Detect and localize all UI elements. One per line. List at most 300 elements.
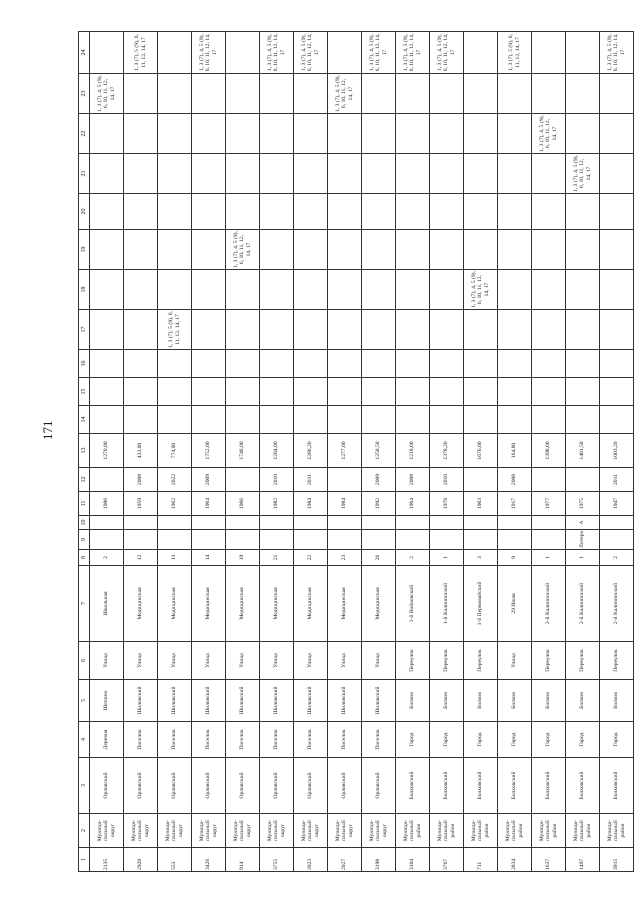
cell-20 (464, 194, 498, 230)
cell-18: 1, 3 (7), 4, 5 (9), 6, 10, 11, 12, 14, 17 (464, 270, 498, 310)
street-type: Улица (260, 642, 294, 680)
municipality-name: Болховский (532, 758, 566, 814)
liter-value (362, 516, 396, 530)
cell-15 (328, 378, 362, 406)
cell-19: 1, 3 (7), 4, 5 (9), 6, 10, 11, 12, 14, 17 (226, 230, 260, 270)
liter-label (600, 530, 634, 550)
cell-17: 1, 3 (7), 5 (9), 6, 11, 12, 14, 17 (158, 310, 192, 350)
municipality-type: Муници-пальный район (600, 814, 634, 848)
cell-19 (260, 230, 294, 270)
cell-23 (294, 74, 328, 114)
settlement-type: Поселок (192, 722, 226, 758)
record-id: 914 (226, 848, 260, 872)
street-type: Переулок (600, 642, 634, 680)
settlement-name: Шепино (90, 680, 124, 722)
table-row (566, 32, 600, 872)
build-year: 1917 (498, 492, 532, 516)
settlement-type: Поселок (124, 722, 158, 758)
cell-23 (192, 74, 226, 114)
table-row (192, 32, 226, 872)
cell-24 (226, 32, 260, 74)
cell-14 (158, 406, 192, 434)
area-value: 1398,60 (532, 434, 566, 468)
settlement-name: Шиловский (192, 680, 226, 722)
cell-23 (124, 74, 158, 114)
record-id: 3915 (600, 848, 634, 872)
column-header: 14 (79, 406, 90, 434)
cell-21 (294, 154, 328, 194)
cell-23 (566, 74, 600, 114)
cell-14 (226, 406, 260, 434)
settlement-type: Поселок (260, 722, 294, 758)
street-name: 2-й Калининский (566, 566, 600, 642)
liter-value (600, 516, 634, 530)
street-name: Медицинская (192, 566, 226, 642)
house-number: 12 (124, 550, 158, 566)
street-type: Переулок (396, 642, 430, 680)
build-year: 1984 (328, 492, 362, 516)
table-row (464, 32, 498, 872)
liter-label (260, 530, 294, 550)
house-number: 14 (192, 550, 226, 566)
column-header: 11 (79, 492, 90, 516)
municipality-name: Орловский (294, 758, 328, 814)
cell-22 (600, 114, 634, 154)
settlement-name: Болхов (498, 680, 532, 722)
cell-20 (566, 194, 600, 230)
cell-20 (532, 194, 566, 230)
house-number: 2 (90, 550, 124, 566)
cell-14 (396, 406, 430, 434)
column-header: 1 (79, 848, 90, 872)
liter-label (158, 530, 192, 550)
cell-24: 1, 3 (7), 5 (9), 6, 11, 12, 14, 17 (124, 32, 158, 74)
area-value: 1277,00 (328, 434, 362, 468)
record-id: 3104 (396, 848, 430, 872)
liter-value (532, 516, 566, 530)
cell-15 (532, 378, 566, 406)
area-value: 1378,20 (430, 434, 464, 468)
cell-24 (90, 32, 124, 74)
municipality-type: Муници-пальный район (464, 814, 498, 848)
house-number: 13 (158, 550, 192, 566)
liter-label (498, 530, 532, 550)
cell-22 (362, 114, 396, 154)
liter-label (192, 530, 226, 550)
cell-20 (192, 194, 226, 230)
cell-22 (90, 114, 124, 154)
municipality-name: Орловский (90, 758, 124, 814)
column-header: 15 (79, 378, 90, 406)
build-year: 1984 (294, 492, 328, 516)
cell-20 (498, 194, 532, 230)
street-name: Медицинская (124, 566, 158, 642)
house-number: 1 (430, 550, 464, 566)
cell-21 (430, 154, 464, 194)
settlement-type: Город (532, 722, 566, 758)
record-id: 2135 (90, 848, 124, 872)
street-type: Переулок (532, 642, 566, 680)
cell-21 (260, 154, 294, 194)
column-header: 16 (79, 350, 90, 378)
municipality-type: Муници-пальный район (498, 814, 532, 848)
cell-22 (396, 114, 430, 154)
table-row (498, 32, 532, 872)
table-row (158, 32, 192, 872)
cell-16 (396, 350, 430, 378)
overhaul-year: 2009 (362, 468, 396, 492)
overhaul-year (532, 468, 566, 492)
cell-19 (328, 230, 362, 270)
cell-22 (260, 114, 294, 154)
table-row (430, 32, 464, 872)
build-year: 1966 (226, 492, 260, 516)
street-name: Медицинская (362, 566, 396, 642)
cell-23 (600, 74, 634, 114)
cell-17 (90, 310, 124, 350)
record-id: 553 (158, 848, 192, 872)
liter-value (498, 516, 532, 530)
municipality-type: Муници-пальный округ (294, 814, 328, 848)
cell-15 (226, 378, 260, 406)
street-name: Медицинская (158, 566, 192, 642)
liter-label (430, 530, 464, 550)
liter-value (158, 516, 192, 530)
street-type: Переулок (566, 642, 600, 680)
settlement-type: Город (498, 722, 532, 758)
cell-16 (532, 350, 566, 378)
cell-21: 1, 3 (7), 4, 5 (9), 6, 10, 11, 12, 14, 17 (566, 154, 600, 194)
settlement-name: Болхов (430, 680, 464, 722)
municipality-type: Муници-пальный район (396, 814, 430, 848)
table-row (532, 32, 566, 872)
settlement-name: Болхов (464, 680, 498, 722)
cell-17 (362, 310, 396, 350)
municipality-name: Болховский (600, 758, 634, 814)
street-type: Улица (226, 642, 260, 680)
municipality-name: Болховский (396, 758, 430, 814)
cell-24: 1, 3 (7), 4, 5 (9), 6, 10, 11, 12, 14, 17 (192, 32, 226, 74)
liter-label: Литера (566, 530, 600, 550)
column-header: 8 (79, 550, 90, 566)
overhaul-year (90, 468, 124, 492)
cell-14 (532, 406, 566, 434)
cell-14 (566, 406, 600, 434)
cell-24: 1, 3 (7), 4, 5 (9), 6, 10, 11, 12, 14, 17 (294, 32, 328, 74)
overhaul-year: 2022 (158, 468, 192, 492)
settlement-name: Болхов (396, 680, 430, 722)
house-number: 23 (328, 550, 362, 566)
cell-21 (532, 154, 566, 194)
cell-20 (124, 194, 158, 230)
cell-23: 1, 3 (7), 4, 5 (9), 6, 10, 11, 12, 14, 17 (328, 74, 362, 114)
cell-15 (192, 378, 226, 406)
cell-23 (362, 74, 396, 114)
column-header: 4 (79, 722, 90, 758)
cell-23 (260, 74, 294, 114)
record-id: 711 (464, 848, 498, 872)
area-value: 1218,60 (396, 434, 430, 468)
cell-14 (192, 406, 226, 434)
house-number: 1 (566, 550, 600, 566)
table-row (226, 32, 260, 872)
cell-16 (260, 350, 294, 378)
column-header: 17 (79, 310, 90, 350)
build-year: 1977 (532, 492, 566, 516)
cell-20 (226, 194, 260, 230)
cell-14 (362, 406, 396, 434)
cell-19 (430, 230, 464, 270)
column-number-row (79, 32, 90, 872)
cell-15 (600, 378, 634, 406)
cell-22 (158, 114, 192, 154)
cell-24: 1, 3 (7), 4, 5 (9), 6, 10, 11, 12, 14, 17 (430, 32, 464, 74)
municipality-type: Муници-пальный округ (158, 814, 192, 848)
cell-20 (430, 194, 464, 230)
settlement-name: Болхов (566, 680, 600, 722)
column-header: 13 (79, 434, 90, 468)
cell-17 (294, 310, 328, 350)
cell-18 (192, 270, 226, 310)
overhaul-year: 2008 (498, 468, 532, 492)
liter-value (396, 516, 430, 530)
column-header: 9 (79, 530, 90, 550)
cell-18 (158, 270, 192, 310)
municipality-name: Болховский (464, 758, 498, 814)
cell-23 (498, 74, 532, 114)
municipality-type: Муници-пальный округ (226, 814, 260, 848)
column-header: 10 (79, 516, 90, 530)
cell-14 (90, 406, 124, 434)
cell-22 (566, 114, 600, 154)
liter-label (226, 530, 260, 550)
table-row (600, 32, 634, 872)
settlement-name: Шиловский (294, 680, 328, 722)
street-name: 1-й Калининский (430, 566, 464, 642)
table-row (124, 32, 158, 872)
cell-17 (498, 310, 532, 350)
cell-24: 1, 3 (7), 5 (9), 6, 11, 12, 14, 17 (498, 32, 532, 74)
cell-23: 1, 3 (7), 4, 5 (9), 6, 10, 11, 12, 14, 17 (90, 74, 124, 114)
cell-14 (294, 406, 328, 434)
settlement-name: Шиловский (328, 680, 362, 722)
cell-20 (362, 194, 396, 230)
municipality-name: Болховский (498, 758, 532, 814)
street-name: 29 Июля (498, 566, 532, 642)
cell-17 (260, 310, 294, 350)
cell-17 (600, 310, 634, 350)
street-type: Улица (328, 642, 362, 680)
house-number: 2 (396, 550, 430, 566)
settlement-type: Поселок (294, 722, 328, 758)
settlement-type: Поселок (362, 722, 396, 758)
cell-17 (464, 310, 498, 350)
area-value: 1676,00 (464, 434, 498, 468)
cell-19 (600, 230, 634, 270)
build-year: 1978 (430, 492, 464, 516)
record-id: 3426 (192, 848, 226, 872)
municipality-name: Орловский (362, 758, 396, 814)
cell-23 (158, 74, 192, 114)
cell-21 (124, 154, 158, 194)
overhaul-year: 2008 (124, 468, 158, 492)
cell-24 (566, 32, 600, 74)
area-value: 1752,00 (192, 434, 226, 468)
cell-17 (226, 310, 260, 350)
cell-15 (260, 378, 294, 406)
area-value: 1401,50 (566, 434, 600, 468)
cell-19 (294, 230, 328, 270)
cell-21 (464, 154, 498, 194)
settlement-type: Город (566, 722, 600, 758)
column-header: 3 (79, 758, 90, 814)
area-value: 1286,20 (294, 434, 328, 468)
cell-22 (464, 114, 498, 154)
cell-23 (464, 74, 498, 114)
municipality-name: Орловский (192, 758, 226, 814)
column-header: 22 (79, 114, 90, 154)
area-value: 433,00 (124, 434, 158, 468)
municipality-type: Муници-пальный округ (328, 814, 362, 848)
cell-22 (328, 114, 362, 154)
house-number: 9 (498, 550, 532, 566)
cell-19 (90, 230, 124, 270)
cell-14 (260, 406, 294, 434)
cell-14 (430, 406, 464, 434)
municipality-type: Муници-пальный округ (90, 814, 124, 848)
record-id: 3198 (362, 848, 396, 872)
liter-label (464, 530, 498, 550)
build-year: 1959 (124, 492, 158, 516)
cell-14 (498, 406, 532, 434)
build-year: 1982 (260, 492, 294, 516)
municipality-type: Муници-пальный округ (260, 814, 294, 848)
cell-24 (532, 32, 566, 74)
cell-20 (260, 194, 294, 230)
cell-18 (90, 270, 124, 310)
cell-16 (498, 350, 532, 378)
cell-18 (396, 270, 430, 310)
record-id: 1497 (566, 848, 600, 872)
cell-18 (226, 270, 260, 310)
municipality-type: Муници-пальный округ (362, 814, 396, 848)
column-header: 19 (79, 230, 90, 270)
cell-17 (532, 310, 566, 350)
column-header: 2 (79, 814, 90, 848)
cell-16 (362, 350, 396, 378)
street-type: Улица (192, 642, 226, 680)
settlement-type: Поселок (226, 722, 260, 758)
cell-22 (192, 114, 226, 154)
municipality-name: Орловский (260, 758, 294, 814)
overhaul-year (328, 468, 362, 492)
cell-23 (226, 74, 260, 114)
cell-19 (158, 230, 192, 270)
cell-16 (600, 350, 634, 378)
street-type: Улица (158, 642, 192, 680)
cell-22 (124, 114, 158, 154)
cell-20 (158, 194, 192, 230)
liter-value (328, 516, 362, 530)
column-header: 18 (79, 270, 90, 310)
house-number: 3 (464, 550, 498, 566)
house-number: 22 (294, 550, 328, 566)
liter-value (260, 516, 294, 530)
cell-21 (498, 154, 532, 194)
cell-18 (328, 270, 362, 310)
cell-18 (124, 270, 158, 310)
street-name: Медицинская (294, 566, 328, 642)
cell-18 (294, 270, 328, 310)
area-value: 164,80 (498, 434, 532, 468)
cell-16 (158, 350, 192, 378)
overhaul-year (226, 468, 260, 492)
table-row (260, 32, 294, 872)
liter-label (294, 530, 328, 550)
liter-value: А (566, 516, 600, 530)
cell-17 (124, 310, 158, 350)
cell-22 (226, 114, 260, 154)
overhaul-year: 2010 (260, 468, 294, 492)
house-number: 26 (362, 550, 396, 566)
street-name: 1-й Первомайский (464, 566, 498, 642)
street-name: Медицинская (226, 566, 260, 642)
cell-17 (396, 310, 430, 350)
municipality-name: Болховский (566, 758, 600, 814)
cell-17 (192, 310, 226, 350)
municipality-name: Орловский (124, 758, 158, 814)
cell-18 (600, 270, 634, 310)
cell-20 (600, 194, 634, 230)
cell-17 (566, 310, 600, 350)
column-header: 24 (79, 32, 90, 74)
cell-16 (328, 350, 362, 378)
liter-value (124, 516, 158, 530)
column-header: 6 (79, 642, 90, 680)
overhaul-year: 2011 (294, 468, 328, 492)
settlement-name: Шиловский (362, 680, 396, 722)
settlement-type: Город (464, 722, 498, 758)
build-year: 1964 (396, 492, 430, 516)
cell-18 (498, 270, 532, 310)
cell-20 (396, 194, 430, 230)
cell-18 (362, 270, 396, 310)
cell-20 (328, 194, 362, 230)
cell-23 (532, 74, 566, 114)
municipality-type: Муници-пальный округ (124, 814, 158, 848)
liter-label (90, 530, 124, 550)
street-type: Улица (362, 642, 396, 680)
cell-14 (464, 406, 498, 434)
cell-18 (260, 270, 294, 310)
cell-24: 1, 3 (7), 4, 5 (9), 6, 10, 11, 12, 14, 17 (362, 32, 396, 74)
table-row (362, 32, 396, 872)
cell-24 (464, 32, 498, 74)
record-id: 2834 (498, 848, 532, 872)
build-year: 1962 (158, 492, 192, 516)
area-value: 1270,80 (90, 434, 124, 468)
municipality-type: Муници-пальный район (532, 814, 566, 848)
cell-22 (498, 114, 532, 154)
cell-21 (362, 154, 396, 194)
settlement-type: Город (430, 722, 464, 758)
municipality-name: Орловский (328, 758, 362, 814)
cell-16 (294, 350, 328, 378)
cell-16 (124, 350, 158, 378)
overhaul-year: 2008 (396, 468, 430, 492)
cell-21 (600, 154, 634, 194)
street-type: Улица (90, 642, 124, 680)
